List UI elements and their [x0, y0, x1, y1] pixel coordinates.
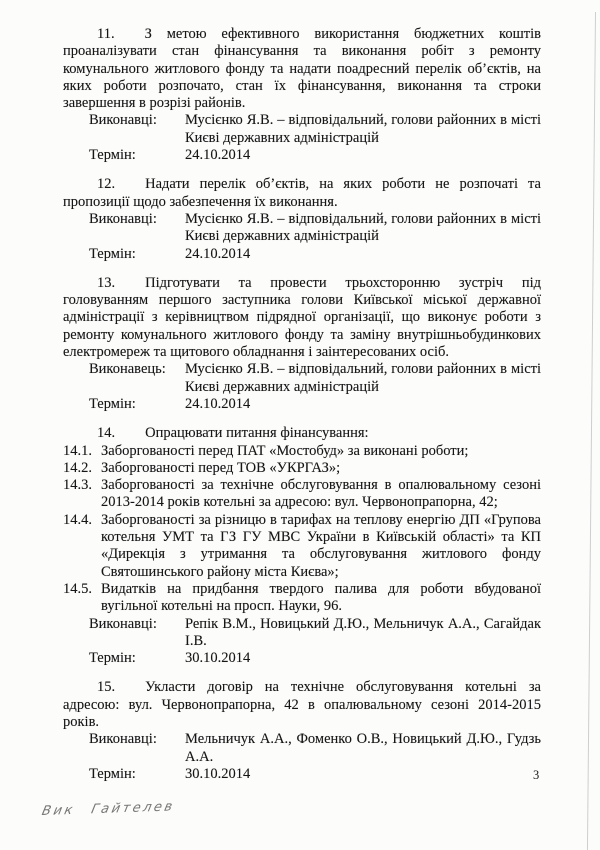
subitem-14-5 — [63, 581, 541, 616]
executors-label: Виконавці: — [89, 112, 157, 129]
page-number: 3 — [533, 768, 540, 782]
executors-label: Виконавці: — [89, 731, 157, 748]
item-text: З метою ефективного використання бюджетних коштів проаналізувати стан фінансування та виконання робіт з ремонту комунального житлового фонду та надати поадресний перелік об’єктів, на яких роботи розпочато, стан їх фінансування, виконання та строки завершення в розрізі районів. — [63, 26, 541, 112]
executors-value: Мусієнко Я.В. – відповідальний, голови районних в місті Києві державних адміністрацій — [185, 112, 541, 146]
term-value: 24.10.2014 — [185, 395, 251, 412]
subitem-number: 14.4. — [63, 511, 92, 528]
executors-row — [63, 361, 541, 396]
item-text: Укласти договір на технічне обслуговування котельні за адресою: вул. Червонопрапорна, 42 в опалювальному сезоні 2014-2015 років. — [63, 679, 541, 730]
subitem-14-1 — [63, 443, 541, 460]
term-row — [63, 766, 541, 783]
executors-value: Мельничук А.А., Фоменко О.В., Новицький Д.Ю., Гудзь А.А. — [185, 731, 541, 765]
item-number: 11. — [97, 26, 115, 42]
item-paragraph — [63, 425, 541, 442]
item-number: 12. — [97, 176, 116, 193]
subitem-number: 14.1. — [63, 442, 92, 459]
subitem-14-3 — [63, 477, 541, 512]
executors-label: Виконавець: — [89, 361, 166, 378]
term-label: Термін: — [89, 650, 136, 667]
term-row — [63, 650, 541, 667]
executors-row — [63, 616, 541, 651]
executors-value: Мусієнко Я.В. – відповідальний, голови районних в місті Києві державних адміністрацій — [185, 361, 541, 395]
term-label: Термін: — [89, 245, 136, 262]
order-item-15 — [63, 679, 541, 783]
term-value: 24.10.2014 — [185, 147, 251, 164]
term-value: 30.10.2014 — [185, 765, 251, 782]
order-item-14 — [63, 425, 541, 667]
order-item-13 — [63, 275, 541, 413]
subitem-number: 14.5. — [63, 580, 92, 597]
executors-value: Репік В.М., Новицький Д.Ю., Мельничук А.А., Сагайдак І.В. — [185, 615, 541, 649]
subitem-text: Заборгованості за технічне обслуговування в опалювальному сезоні 2013-2014 років котельні за адресою: вул. Червонопрапорна, 42; — [101, 477, 541, 511]
term-value: 24.10.2014 — [185, 245, 251, 262]
executors-label: Виконавці: — [89, 615, 157, 632]
term-label: Термін: — [89, 147, 136, 164]
executors-row — [63, 112, 541, 147]
term-label: Термін: — [89, 765, 136, 782]
subitem-text: Заборгованості перед ТОВ «УКРГАЗ»; — [101, 459, 341, 476]
term-row — [63, 147, 541, 164]
subitem-14-4 — [63, 512, 541, 581]
item-number: 14. — [97, 425, 116, 442]
executors-value: Мусієнко Я.В. – відповідальний, голови районних в місті Києві державних адміністрацій — [185, 210, 541, 245]
document-content — [63, 26, 541, 783]
subitem-text: Видатків на придбання твердого палива для роботи вбудованої вугільної котельні на просп. Науки, 96. — [101, 580, 541, 615]
term-label: Термін: — [89, 395, 136, 412]
item-paragraph — [63, 26, 541, 112]
item-text: Підготувати та провести трьохсторонню зустріч під головуванням першого заступника голови Київської міської державної адміністрації з керівництвом підрядної організації, що виконує роботи з ремонту комунального житлового фонду та заміну внутрішньобудинкових електромереж та щитового обладнання і заінтересованих осіб. — [63, 274, 541, 361]
subitem-number: 14.3. — [63, 477, 92, 494]
subitem-number: 14.2. — [63, 459, 92, 476]
item-paragraph — [63, 275, 541, 361]
item-text: Надати перелік об’єктів, на яких роботи не розпочаті та пропозиції щодо забезпечення їх виконання. — [63, 176, 541, 210]
executors-row — [63, 731, 541, 766]
term-value: 30.10.2014 — [185, 650, 251, 667]
handwritten-note: Вик Гайтелев — [40, 799, 177, 820]
term-row — [63, 246, 541, 263]
subitem-14-2 — [63, 460, 541, 477]
scan-edge-line — [587, 12, 596, 850]
executors-label: Виконавці: — [89, 210, 157, 227]
order-item-12 — [63, 176, 541, 262]
subitem-text: Заборгованості за різницю в тарифах на теплову енергію ДП «Групова котельня УМТ та ГЗ ГУ МВС України в Київській області» та КП «Дирекція з утримання та обслуговування житлового фонду Святошинського району міста Києва»; — [101, 511, 541, 580]
item-text: Опрацювати питання фінансування: — [145, 425, 369, 442]
item-paragraph — [63, 679, 541, 731]
item-paragraph — [63, 176, 541, 211]
item-number: 13. — [97, 274, 116, 291]
term-row — [63, 396, 541, 413]
order-item-11 — [63, 26, 541, 164]
executors-row — [63, 211, 541, 246]
subitem-text: Заборгованості перед ПАТ «Мостобуд» за виконані роботи; — [101, 442, 469, 459]
item-number: 15. — [97, 679, 116, 696]
